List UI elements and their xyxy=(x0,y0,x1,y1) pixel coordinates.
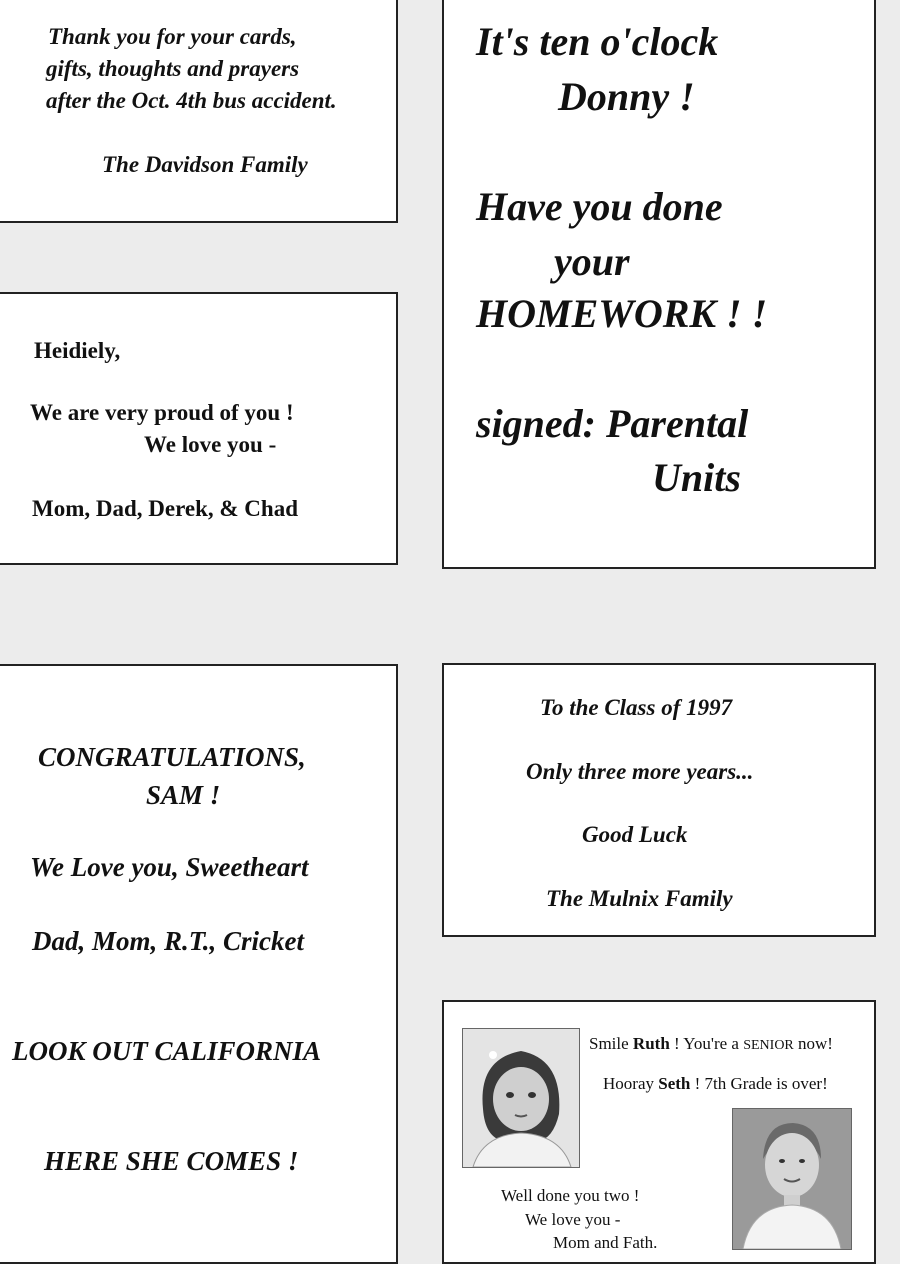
seth-post: ! 7th Grade is over! xyxy=(690,1074,828,1093)
sam-line-1: CONGRATULATIONS, xyxy=(38,742,306,772)
thanks-line-3: after the Oct. 4th bus accident. xyxy=(46,88,337,113)
donny-line-5: HOMEWORK ! ! xyxy=(476,291,768,336)
thanks-line-2: gifts, thoughts and prayers xyxy=(46,56,300,81)
ruth-end: now! xyxy=(793,1034,833,1053)
heidiely-line-2: We love you - xyxy=(144,432,277,457)
seth-message xyxy=(603,1074,828,1094)
donny-line-1: It's ten o'clock xyxy=(476,19,719,64)
ad-ruth-seth xyxy=(442,1000,876,1264)
ruth-senior: SENIOR xyxy=(743,1038,794,1053)
donny-line-7: Units xyxy=(652,455,741,500)
class-line-2: Only three more years... xyxy=(526,759,754,784)
ad-class-1997 xyxy=(442,663,876,937)
ruth-message xyxy=(589,1034,833,1054)
closing-line-1: Well done you two ! xyxy=(501,1186,640,1205)
class-line-1: To the Class of 1997 xyxy=(540,695,733,720)
closing-line-3: Mom and Fath. xyxy=(553,1233,658,1252)
thanks-line-1: Thank you for your cards, xyxy=(48,24,297,49)
ruth-photo xyxy=(462,1028,580,1168)
ad-davidson-thanks xyxy=(0,0,398,223)
thanks-signature: The Davidson Family xyxy=(102,152,308,177)
ad-sam-congrats xyxy=(0,664,398,1264)
seth-name: Seth xyxy=(658,1074,691,1093)
boy-portrait-icon xyxy=(733,1109,851,1249)
closing-line-2: We love you - xyxy=(525,1210,621,1229)
ad-donny-homework xyxy=(442,0,876,569)
seth-pre: Hooray xyxy=(603,1074,659,1093)
class-signature: The Mulnix Family xyxy=(546,886,733,911)
donny-line-3: Have you done xyxy=(476,184,723,229)
heidiely-signature: Mom, Dad, Derek, & Chad xyxy=(32,496,298,521)
ad-heidiely xyxy=(0,292,398,565)
ruth-post: ! You're a xyxy=(669,1034,744,1053)
sam-line-2: SAM ! xyxy=(146,780,221,810)
sam-line-5: LOOK OUT CALIFORNIA xyxy=(12,1036,322,1066)
seth-photo xyxy=(732,1108,852,1250)
sam-line-3: We Love you, Sweetheart xyxy=(30,852,309,882)
class-line-3: Good Luck xyxy=(582,822,688,847)
donny-line-2: Donny ! xyxy=(558,74,695,119)
girl-portrait-icon xyxy=(463,1029,579,1167)
donny-line-6: signed: Parental xyxy=(476,401,749,446)
sam-line-6: HERE SHE COMES ! xyxy=(44,1146,299,1176)
heidiely-line-1: We are very proud of you ! xyxy=(30,400,294,425)
donny-line-4: your xyxy=(554,239,630,284)
ruth-pre: Smile xyxy=(589,1034,633,1053)
heidiely-greeting: Heidiely, xyxy=(34,338,121,363)
ruth-name: Ruth xyxy=(632,1034,670,1053)
sam-line-4: Dad, Mom, R.T., Cricket xyxy=(32,926,305,956)
